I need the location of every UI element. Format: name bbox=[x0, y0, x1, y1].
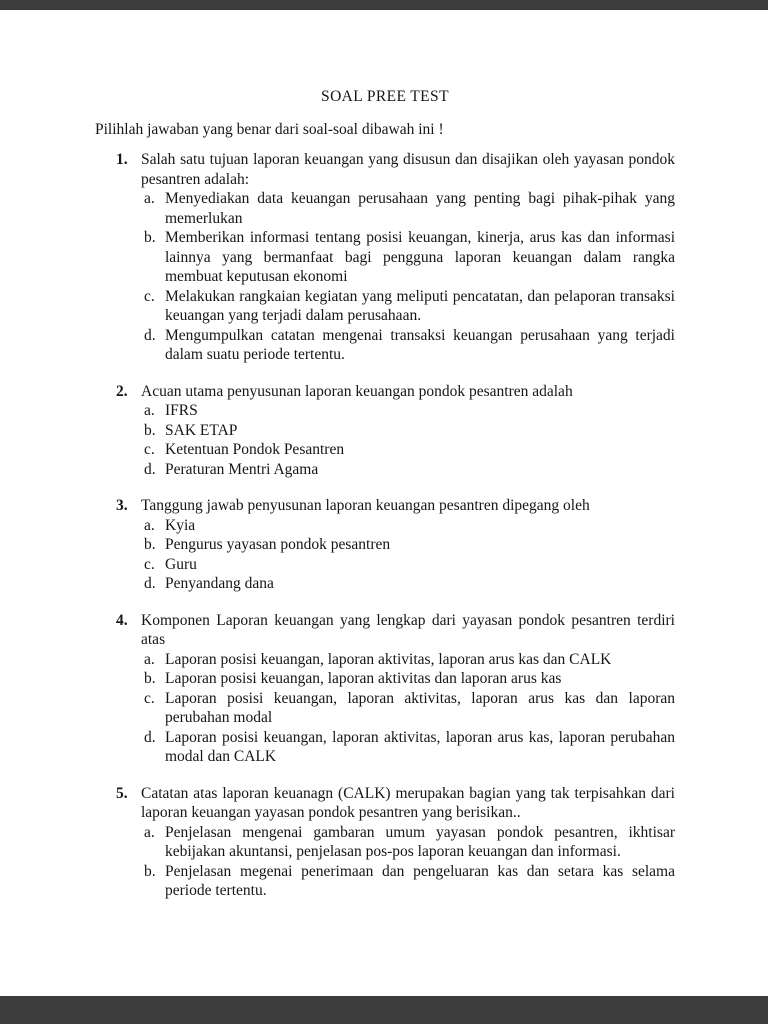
option-letter: c. bbox=[144, 441, 155, 458]
option bbox=[144, 287, 675, 326]
options-list bbox=[144, 401, 675, 479]
option bbox=[144, 189, 675, 228]
option bbox=[144, 555, 675, 575]
option-letter: a. bbox=[144, 650, 155, 668]
question-text: Acuan utama penyusunan laporan keuangan pondok pesantren adalah bbox=[141, 382, 573, 400]
question-text: Catatan atas laporan keuanagn (CALK) merupakan bagian yang tak terpisahkan dari laporan keuangan yayasan pondok pesantren yang berisikan.. bbox=[141, 784, 675, 821]
question-text: Tanggung jawab penyusunan laporan keuangan pesantren dipegang oleh bbox=[141, 497, 590, 514]
option-text: Guru bbox=[165, 555, 197, 573]
option bbox=[144, 574, 675, 594]
viewer-top-bar bbox=[0, 0, 768, 10]
option-letter: d. bbox=[144, 460, 156, 478]
question-number: 5. bbox=[116, 784, 128, 802]
option-text: Memberikan informasi tentang posisi keuangan, kinerja, arus kas dan informasi lainnya yang bermanfaat bagi pengguna laporan keuangan dalam rangka membuat keputusan ekonomi bbox=[165, 229, 675, 285]
option bbox=[144, 401, 675, 421]
option bbox=[144, 823, 675, 862]
option-letter: a. bbox=[144, 190, 155, 207]
option-letter: a. bbox=[144, 823, 155, 841]
question bbox=[95, 496, 675, 594]
option bbox=[144, 689, 675, 728]
option-letter: b. bbox=[144, 421, 156, 439]
option-text: Laporan posisi keuangan, laporan aktivitas, laporan arus kas dan CALK bbox=[165, 650, 612, 668]
option-letter: a. bbox=[144, 516, 155, 534]
option-letter: b. bbox=[144, 670, 156, 687]
question-number: 3. bbox=[116, 497, 128, 514]
option-text: SAK ETAP bbox=[165, 421, 238, 439]
option-letter: c. bbox=[144, 555, 155, 573]
question-text: Komponen Laporan keuangan yang lengkap dari yayasan pondok pesantren terdiri atas bbox=[141, 611, 675, 648]
option-letter: d. bbox=[144, 326, 156, 344]
question-number: 4. bbox=[116, 611, 128, 629]
options-list bbox=[144, 189, 675, 365]
question-text: Salah satu tujuan laporan keuangan yang disusun dan disajikan oleh yayasan pondok pesantren adalah: bbox=[141, 151, 675, 188]
page-title: SOAL PREE TEST bbox=[321, 88, 449, 105]
option bbox=[144, 862, 675, 901]
question bbox=[95, 611, 675, 767]
question bbox=[95, 382, 675, 480]
option bbox=[144, 440, 675, 460]
option-letter: c. bbox=[144, 287, 155, 305]
option-text: Melakukan rangkaian kegiatan yang meliputi pencatatan, dan pelaporan transaksi keuangan yang terjadi dalam perusahaan. bbox=[165, 287, 675, 324]
option-text: Laporan posisi keuangan, laporan aktivitas dan laporan arus kas bbox=[165, 670, 562, 687]
option-letter: c. bbox=[144, 689, 155, 707]
option-text: Laporan posisi keuangan, laporan aktivitas, laporan arus kas dan laporan perubahan modal bbox=[165, 689, 675, 726]
option-text: Penyandang dana bbox=[165, 575, 274, 592]
option-text: Pengurus yayasan pondok pesantren bbox=[165, 536, 391, 553]
option-text: Mengumpulkan catatan mengenai transaksi keuangan perusahaan yang terjadi dalam suatu periode tertentu. bbox=[165, 326, 675, 363]
question bbox=[95, 150, 675, 365]
option-text: Menyediakan data keuangan perusahaan yang penting bagi pihak-pihak yang memerlukan bbox=[165, 190, 675, 227]
question-number: 1. bbox=[116, 151, 128, 168]
question-number: 2. bbox=[116, 382, 128, 400]
option-text: Penjelasan megenai penerimaan dan pengeluaran kas dan setara kas selama periode tertentu. bbox=[165, 862, 675, 899]
option bbox=[144, 326, 675, 365]
option-text: IFRS bbox=[165, 402, 198, 419]
question bbox=[95, 784, 675, 901]
option-letter: b. bbox=[144, 862, 156, 880]
option bbox=[144, 421, 675, 441]
option bbox=[144, 516, 675, 536]
option-text: Laporan posisi keuangan, laporan aktivitas, laporan arus kas, laporan perubahan modal dan CALK bbox=[165, 728, 675, 765]
options-list bbox=[144, 650, 675, 767]
viewer-bottom-bar bbox=[0, 996, 768, 1024]
option-letter: d. bbox=[144, 728, 156, 746]
option-text: Kyia bbox=[165, 516, 196, 534]
options-list bbox=[144, 516, 675, 594]
option-text: Penjelasan mengenai gambaran umum yayasan pondok pesantren, ikhtisar kebijakan akuntansi, penjelasan pos-pos laporan keuangan dan informasi. bbox=[165, 823, 675, 860]
instruction-text: Pilihlah jawaban yang benar dari soal-soal dibawah ini ! bbox=[95, 120, 444, 138]
option bbox=[144, 650, 675, 670]
option-letter: a. bbox=[144, 402, 155, 419]
option bbox=[144, 535, 675, 555]
option-letter: d. bbox=[144, 575, 156, 592]
option bbox=[144, 228, 675, 287]
option-letter: b. bbox=[144, 536, 156, 553]
option bbox=[144, 669, 675, 689]
option-letter: b. bbox=[144, 229, 156, 246]
option-text: Peraturan Mentri Agama bbox=[165, 460, 319, 478]
option-text: Ketentuan Pondok Pesantren bbox=[165, 441, 345, 458]
options-list bbox=[144, 823, 675, 901]
option bbox=[144, 460, 675, 480]
option bbox=[144, 728, 675, 767]
